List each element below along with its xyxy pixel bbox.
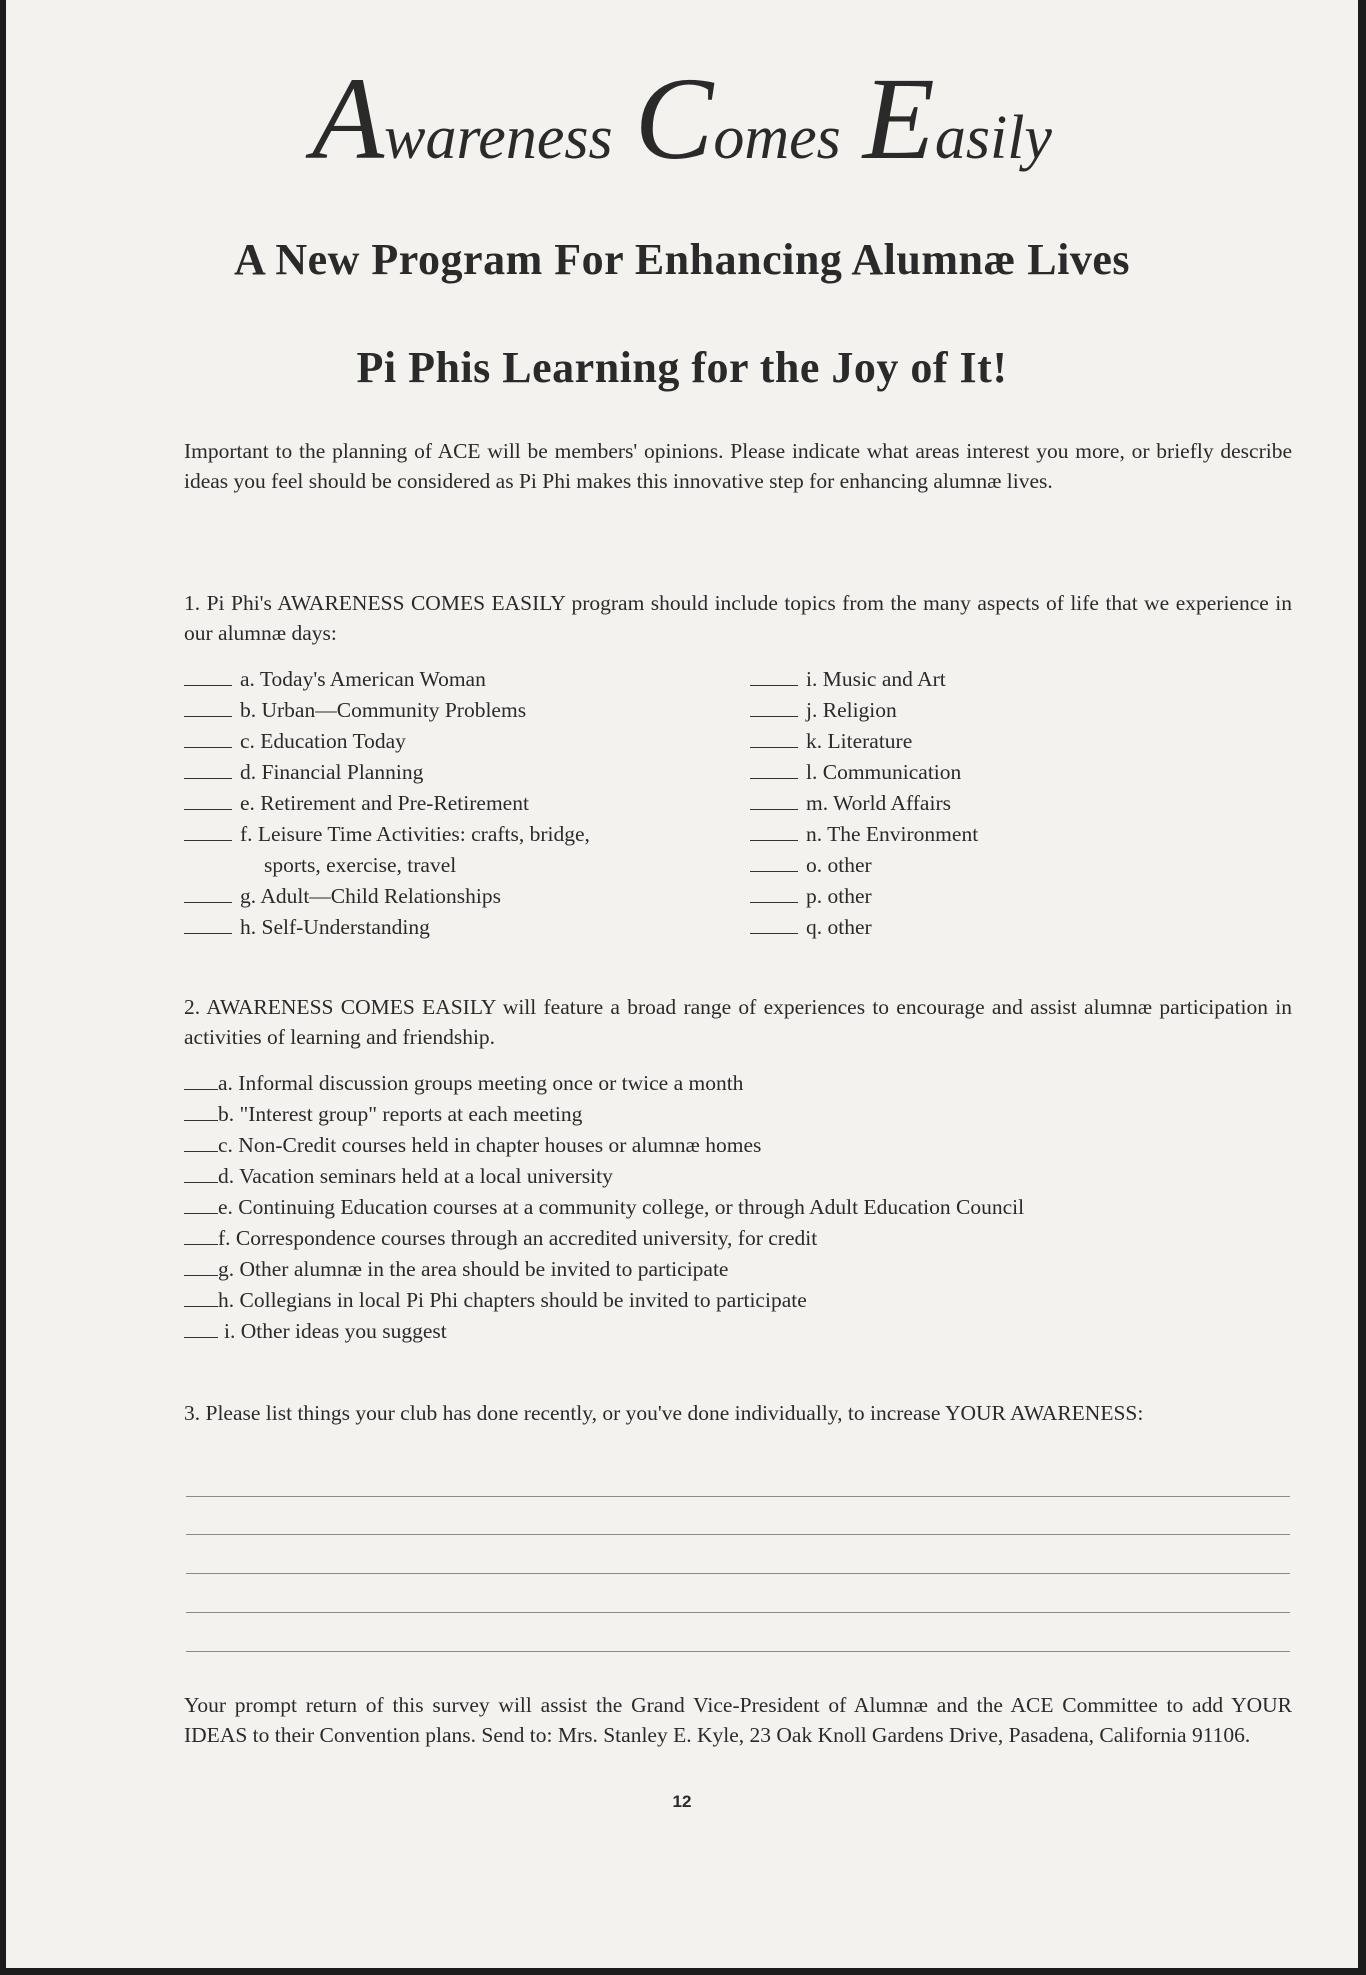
title-initial: A — [312, 53, 385, 184]
q1-option-p[interactable]: p. other — [750, 881, 978, 912]
q2-options — [184, 1068, 1024, 1347]
q1-option-k[interactable]: k. Literature — [750, 726, 978, 757]
answer-blank[interactable] — [184, 684, 232, 686]
q1-option-m[interactable]: m. World Affairs — [750, 788, 978, 819]
tagline: Pi Phis Learning for the Joy of It! — [356, 343, 1008, 392]
q1-option-l[interactable]: l. Communication — [750, 757, 978, 788]
q1-option-a[interactable]: a. Today's American Woman — [184, 664, 590, 695]
answer-blank[interactable] — [184, 1119, 218, 1121]
title-initial: C — [634, 53, 714, 184]
question-3: 3. Please list things your club has done recently, or you've done individually, to increase YOUR AWARENESS: — [184, 1401, 1144, 1425]
answer-blank[interactable] — [750, 932, 798, 934]
answer-blank[interactable] — [750, 839, 798, 841]
q1-option-n[interactable]: n. The Environment — [750, 819, 978, 850]
answer-blank[interactable] — [184, 777, 232, 779]
answer-blank[interactable] — [184, 1336, 218, 1338]
q2-option-g[interactable]: g. Other alumnæ in the area should be invited to participate — [184, 1254, 1024, 1285]
q2-option-e[interactable]: e. Continuing Education courses at a community college, or through Adult Education Council — [184, 1192, 1024, 1223]
answer-blank[interactable] — [184, 1181, 218, 1183]
answer-blank[interactable] — [184, 1274, 218, 1276]
q1-option-q[interactable]: q. other — [750, 912, 978, 943]
closing-paragraph: Your prompt return of this survey will assist the Grand Vice-President of Alumnæ and the ACE Committee to add YOUR IDEAS to their Convention plans. Send to: Mrs. Stanley E. Kyle, 23 Oak Knoll Gardens Drive, Pasadena, California 91106. — [184, 1693, 1292, 1747]
question-1: 1. Pi Phi's AWARENESS COMES EASILY program should include topics from the many aspects of life that we experience in our alumnæ days: — [184, 591, 1292, 645]
intro-paragraph: Important to the planning of ACE will be members' opinions. Please indicate what areas interest you more, or briefly describe ideas you feel should be considered as Pi Phi makes this innovative step for enhancing alumnæ lives. — [184, 439, 1292, 493]
answer-blank[interactable] — [750, 684, 798, 686]
q2-option-b[interactable]: b. "Interest group" reports at each meeting — [184, 1099, 1024, 1130]
page-title — [6, 53, 1358, 184]
answer-blank[interactable] — [750, 777, 798, 779]
answer-blank[interactable] — [184, 715, 232, 717]
title-word: omes — [713, 104, 841, 172]
q1-option-f-continued: sports, exercise, travel — [264, 853, 457, 877]
answer-blank[interactable] — [184, 839, 232, 841]
q1-option-h[interactable]: h. Self-Understanding — [184, 912, 590, 943]
q1-option-o[interactable]: o. other — [750, 850, 978, 881]
answer-blank[interactable] — [750, 870, 798, 872]
q2-option-f[interactable]: f. Correspondence courses through an accredited university, for credit — [184, 1223, 1024, 1254]
q1-option-j[interactable]: j. Religion — [750, 695, 978, 726]
answer-blank[interactable] — [184, 1150, 218, 1152]
q2-option-a[interactable]: a. Informal discussion groups meeting once or twice a month — [184, 1068, 1024, 1099]
answer-blank[interactable] — [184, 901, 232, 903]
answer-line[interactable] — [186, 1573, 1290, 1574]
subtitle: A New Program For Enhancing Alumnæ Lives — [234, 235, 1130, 284]
title-word: asily — [934, 104, 1052, 172]
q2-option-h[interactable]: h. Collegians in local Pi Phi chapters should be invited to participate — [184, 1285, 1024, 1316]
answer-blank[interactable] — [184, 1212, 218, 1214]
title-word: wareness — [384, 104, 613, 172]
answer-blank[interactable] — [184, 932, 232, 934]
answer-blank[interactable] — [184, 808, 232, 810]
answer-blank[interactable] — [750, 746, 798, 748]
answer-blank[interactable] — [750, 901, 798, 903]
q2-option-d[interactable]: d. Vacation seminars held at a local university — [184, 1161, 1024, 1192]
q2-option-i[interactable]: i. Other ideas you suggest — [184, 1316, 1024, 1347]
answer-line[interactable] — [186, 1612, 1290, 1613]
title-initial: E — [862, 53, 935, 184]
q1-option-b[interactable]: b. Urban—Community Problems — [184, 695, 590, 726]
answer-line[interactable] — [186, 1651, 1290, 1652]
answer-line[interactable] — [186, 1496, 1290, 1497]
answer-blank[interactable] — [184, 746, 232, 748]
page-number: 12 — [672, 1792, 692, 1811]
q1-option-c[interactable]: c. Education Today — [184, 726, 590, 757]
q1-option-f[interactable]: f. Leisure Time Activities: crafts, bridge, — [184, 819, 590, 850]
answer-blank[interactable] — [184, 1243, 218, 1245]
q2-option-c[interactable]: c. Non-Credit courses held in chapter houses or alumnæ homes — [184, 1130, 1024, 1161]
answer-line[interactable] — [186, 1534, 1290, 1535]
answer-blank[interactable] — [184, 1088, 218, 1090]
q1-options-right — [750, 664, 978, 943]
q1-option-i[interactable]: i. Music and Art — [750, 664, 978, 695]
q1-options-left — [184, 664, 590, 943]
q1-option-e[interactable]: e. Retirement and Pre-Retirement — [184, 788, 590, 819]
q1-option-d[interactable]: d. Financial Planning — [184, 757, 590, 788]
answer-blank[interactable] — [750, 715, 798, 717]
page — [6, 0, 1358, 1968]
question-2: 2. AWARENESS COMES EASILY will feature a broad range of experiences to encourage and assist alumnæ participation in activities of learning and friendship. — [184, 995, 1292, 1049]
answer-blank[interactable] — [750, 808, 798, 810]
q1-option-g[interactable]: g. Adult—Child Relationships — [184, 881, 590, 912]
answer-blank[interactable] — [184, 1305, 218, 1307]
